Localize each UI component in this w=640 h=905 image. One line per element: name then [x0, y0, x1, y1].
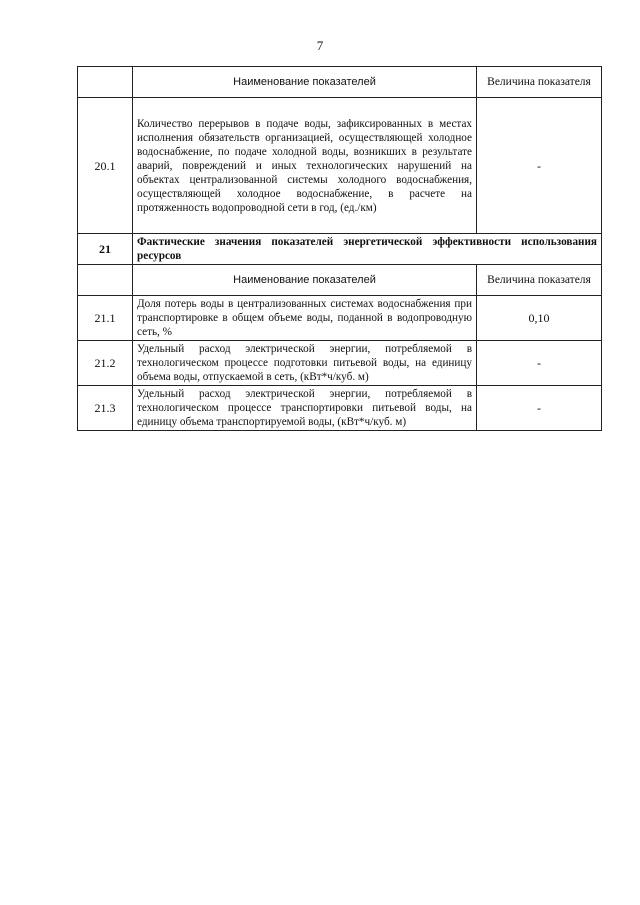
row-description: Удельный расход электрической энергии, потребляемой в технологическом процессе транспортировки питьевой воды, на единицу объема транспортируемой воды, (кВт*ч/куб. м) [133, 386, 477, 431]
row-value: 0,10 [477, 296, 602, 341]
row-value: - [477, 386, 602, 431]
page-number: 7 [316, 38, 324, 53]
row-value: - [477, 98, 602, 234]
table-row [78, 296, 602, 341]
table-header-row [78, 67, 602, 98]
header-value-cell: Величина показателя [477, 265, 602, 296]
indicators-table [77, 66, 602, 431]
section-number: 21 [78, 234, 133, 265]
header-num-cell [78, 265, 133, 296]
table-row [78, 98, 602, 234]
row-number: 20.1 [78, 98, 133, 234]
row-description: Количество перерывов в подаче воды, зафиксированных в местах исполнения обязательств организацией, осуществляющей холодное водоснабжение, по подаче холодной воды, возникших в результате аварий, повреждений и иных технологических нарушений на объектах централизованной системы холодного водоснабжения, осуществляющей холодное водоснабжение, в расчете на протяженность водопроводной сети в год, (ед./км) [133, 98, 477, 234]
header-name-cell: Наименование показателей [133, 265, 477, 296]
row-number: 21.3 [78, 386, 133, 431]
row-description: Доля потерь воды в централизованных системах водоснабжения при транспортировке в общем объеме воды, поданной в водопроводную сеть, % [133, 296, 477, 341]
row-number: 21.1 [78, 296, 133, 341]
header-num-cell [78, 67, 133, 98]
table-header-row [78, 265, 602, 296]
header-value-cell: Величина показателя [477, 67, 602, 98]
row-number: 21.2 [78, 341, 133, 386]
section-title: Фактические значения показателей энергетической эффективности использования ресурсов [133, 234, 602, 265]
table-row [78, 341, 602, 386]
table-row [78, 386, 602, 431]
row-value: - [477, 341, 602, 386]
row-description: Удельный расход электрической энергии, потребляемой в технологическом процессе подготовки питьевой воды, на единицу объема воды, отпускаемой в сеть, (кВт*ч/куб. м) [133, 341, 477, 386]
section-row [78, 234, 602, 265]
header-name-cell: Наименование показателей [133, 67, 477, 98]
